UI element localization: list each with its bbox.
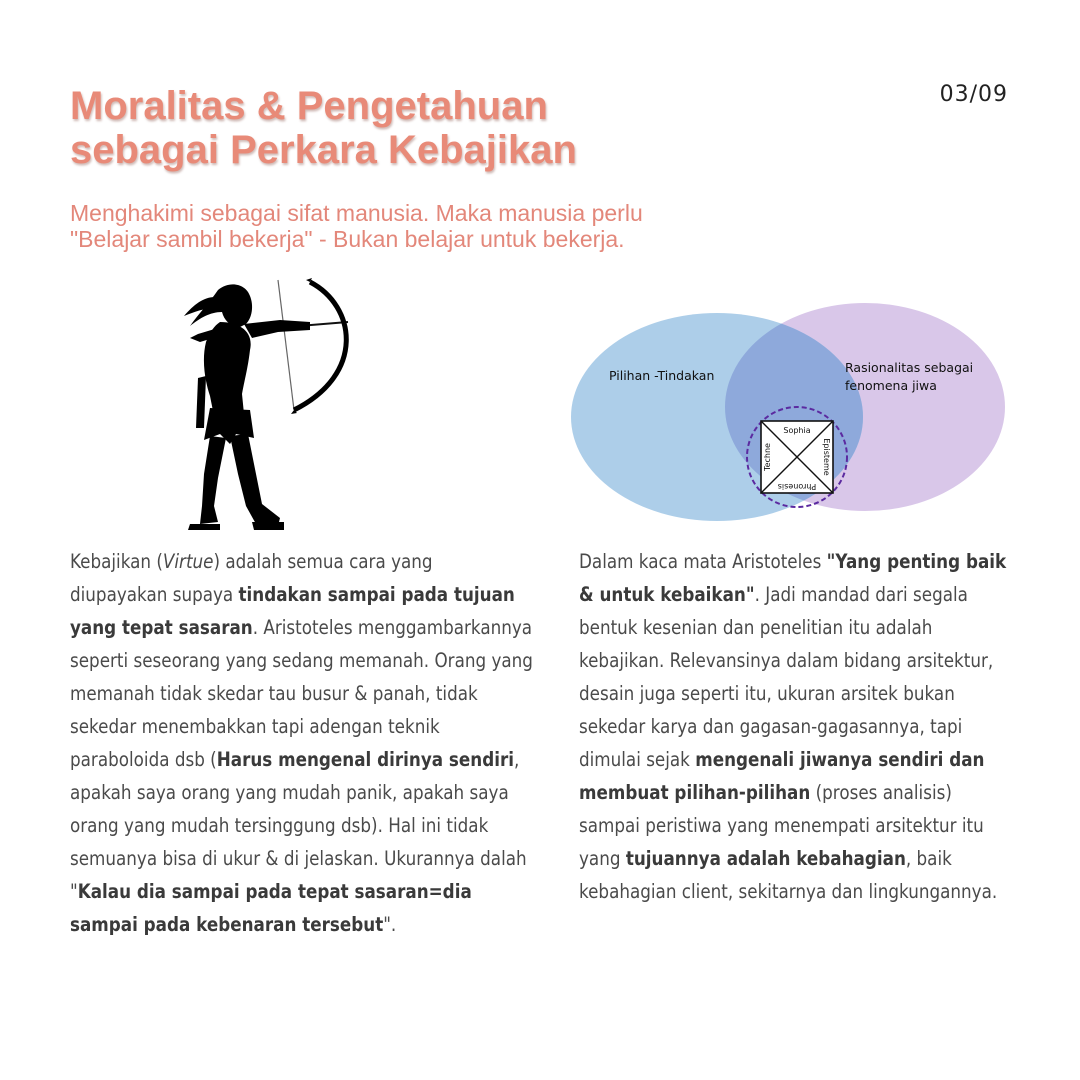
text-segment: Kebajikan ( xyxy=(70,550,163,573)
label-rasionalitas-line-1: Rasionalitas sebagai xyxy=(845,360,974,375)
text-bold: Kalau dia sampai pada tepat sasaran=dia sampai pada kebenaran tersebut xyxy=(70,880,472,936)
venn-diagram xyxy=(565,295,1010,535)
archer-silhouette-image xyxy=(160,278,370,530)
subtitle-line-1: Menghakimi sebagai sifat manusia. Maka manusia perlu xyxy=(70,200,643,226)
text-italic-virtue: Virtue xyxy=(162,550,214,573)
title-line-1: Moralitas & Pengetahuan xyxy=(70,84,548,128)
text-bold: tindakan sampai pada tujuan yang tepat sasaran xyxy=(70,583,515,639)
label-phronesis: Phronesis xyxy=(777,482,817,491)
page-title xyxy=(70,84,770,172)
label-sophia: Sophia xyxy=(783,426,811,435)
text-segment: , apakah saya orang yang mudah panik, apakah saya orang yang mudah tersinggung dsb). Hal ini tidak semuanya bisa di ukur & di jelaskan. Ukurannya dalah " xyxy=(70,748,527,903)
text-segment: ) adalah semua cara yang diupayakan supaya xyxy=(70,550,433,606)
label-rasionalitas-line-2: fenomena jiwa xyxy=(845,378,937,393)
text-segment: ". xyxy=(383,913,397,936)
text-segment: , baik kebahagian client, sekitarnya dan lingkungannya. xyxy=(579,847,998,903)
text-segment: Dalam kaca mata Aristoteles xyxy=(579,550,827,573)
right-column-text xyxy=(579,545,1009,908)
text-bold: "Yang penting baik & untuk kebaikan" xyxy=(579,550,1007,606)
text-bold: tujuannya adalah kebahagian xyxy=(625,847,906,870)
page-number: 03/09 xyxy=(939,82,1008,107)
subtitle xyxy=(70,200,790,252)
label-pilihan-tindakan: Pilihan -Tindakan xyxy=(609,368,715,383)
subtitle-line-2: "Belajar sambil bekerja" - Bukan belajar untuk bekerja. xyxy=(70,226,625,252)
label-techne: Techne xyxy=(763,443,772,471)
text-bold: mengenali jiwanya sendiri dan membuat pilihan-pilihan xyxy=(579,748,985,804)
text-segment: . Aristoteles menggambarkannya seperti seseorang yang sedang memanah. Orang yang memanah tidak skedar tau busur & panah, tidak sekedar menembakkan tapi adengan teknik paraboloida dsb ( xyxy=(70,616,533,771)
left-column-text xyxy=(70,545,534,941)
text-bold: Harus mengenal dirinya sendiri xyxy=(216,748,514,771)
text-segment: . Jadi mandad dari segala bentuk kesenian dan penelitian itu adalah kebajikan. Relevansinya dalam bidang arsitektur, desain juga seperti itu, ukuran arsitek bukan sekedar karya dan gagasan-gagasannya, tapi dimulai sejak xyxy=(579,583,994,771)
title-line-2: sebagai Perkara Kebajikan xyxy=(70,128,577,172)
label-episteme: Episteme xyxy=(822,438,831,476)
text-segment: (proses analisis) sampai peristiwa yang menempati arsitektur itu yang xyxy=(579,781,984,870)
